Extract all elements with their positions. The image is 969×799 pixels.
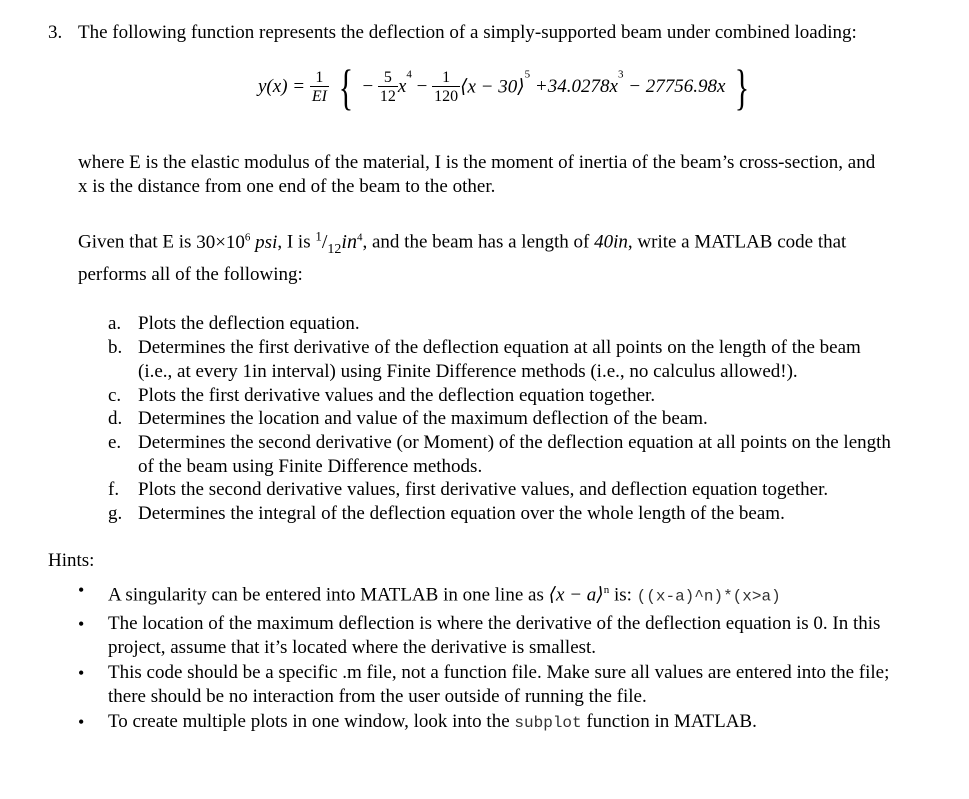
eq-lhs: y(x) =	[258, 76, 306, 97]
eq-t2-exp: 5	[524, 68, 531, 81]
eq-prefactor: $\frac{1}{EI}$	[311, 68, 327, 105]
eq-t1-exp: 4	[406, 68, 412, 81]
given-p4: , write a MATLAB code that	[627, 231, 847, 253]
eq-t1-frac: $\frac{5}{12}$	[379, 68, 396, 105]
task-f: f. Plots the second derivative values, first derivative values, and deflection equation together.	[108, 479, 829, 500]
hint-2: • The location of the maximum deflection is where the derivative of the deflection equation is 0. In this project, assume that it’s located where the derivative is smallest.	[78, 613, 881, 658]
deflection-equation	[258, 59, 754, 122]
hint-1-code: ((x-a)^n)*(x>a)	[636, 587, 781, 606]
eq-t2-frac: $\frac{1}{120}$	[434, 68, 459, 105]
problem-intro: The following function represents the deflection of a simply-supported beam under combined loading:	[78, 22, 857, 43]
given-I: $^1/_{12}in^4$	[315, 228, 363, 257]
task-d: d. Determines the location and value of the maximum deflection of the beam.	[108, 408, 708, 429]
bullet-icon: •	[78, 663, 85, 683]
where-line-2: x is the distance from one end of the beam to the other.	[78, 176, 496, 197]
hints-title: Hints:	[48, 550, 95, 571]
eq-t1-var: x	[397, 76, 407, 97]
bullet-icon: •	[78, 614, 85, 634]
right-brace: }	[735, 59, 750, 115]
task-g: g. Determines the integral of the deflection equation over the whole length of the beam.	[108, 503, 785, 524]
eq-t3-exp: 3	[617, 68, 624, 81]
eq-t3: +34.0278x	[534, 76, 618, 97]
hint-1: • A singularity can be entered into MATLAB in one line as ⟨x − a⟩$^n$ is: ((x-a)^n)*(x>a)	[78, 580, 781, 606]
given-line	[78, 228, 846, 258]
eq-t2-body: ⟨x − 30⟩	[460, 76, 525, 98]
eq-t1-sign: −	[362, 76, 374, 97]
task-a: a. Plots the deflection equation.	[108, 313, 360, 334]
hint-4-code: subplot	[514, 714, 582, 732]
task-e: e. Determines the second derivative (or Moment) of the deflection equation at all points on the length of the beam using Finite Difference methods.	[108, 432, 891, 477]
given-p2: , I is	[277, 231, 311, 253]
eq-t2-sign: −	[416, 76, 428, 97]
problem-number: 3.	[48, 22, 63, 43]
left-brace: {	[338, 59, 353, 115]
eq-t4: − 27756.98x	[628, 76, 726, 97]
given-E: $30\times 10^6$ psi	[196, 231, 278, 253]
where-line-1: where E is the elastic modulus of the material, I is the moment of inertia of the beam’s cross-section, and	[78, 152, 876, 173]
given-length: 40in	[594, 231, 628, 253]
task-c: c. Plots the first derivative values and the deflection equation together.	[108, 385, 656, 406]
bullet-icon: •	[78, 712, 85, 732]
given-line-2: performs all of the following:	[78, 264, 303, 285]
hint-3: • This code should be a specific .m file, not a function file. Make sure all values are entered into the file; there should be no interaction from the user outside of running the file.	[78, 662, 890, 707]
task-b: b. Determines the first derivative of the deflection equation at all points on the length of the beam (i.e., at every 1in interval) using Finite Difference methods (i.e., no calculus allowed!).	[108, 337, 861, 382]
bullet-icon: •	[78, 580, 85, 600]
hint-1-math: ⟨x − a⟩	[548, 584, 604, 606]
given-p1: Given that E is	[78, 231, 192, 253]
given-p3: , and the beam has a length of	[362, 231, 590, 253]
hint-4: • To create multiple plots in one window, look into the subplot function in MATLAB.	[78, 711, 757, 732]
